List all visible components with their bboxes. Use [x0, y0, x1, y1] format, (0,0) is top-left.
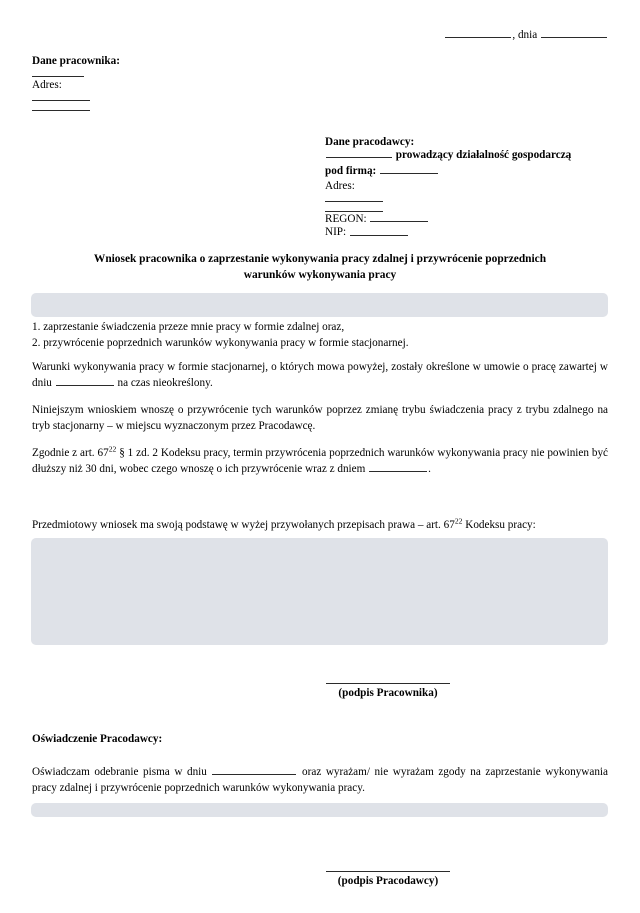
date-blank-field[interactable] — [541, 28, 607, 38]
employer-signature-line[interactable] — [326, 871, 450, 872]
employer-address-label: Adres: — [325, 180, 355, 193]
employer-data-heading: Dane pracodawcy: — [325, 136, 415, 148]
employer-regon-label: REGON: — [325, 213, 367, 226]
employer-nip-line — [325, 225, 613, 238]
employee-data-block — [32, 55, 272, 111]
employee-data-heading: Dane pracownika: — [32, 55, 120, 67]
employer-nip-blank[interactable] — [350, 225, 408, 235]
employer-statement-text-b: oraz wyrażam/ nie wyrażam zgody na zaprzestanie wykonywania pracy zdalnej i przywrócenie poprzednich warunków wykonywania pracy. — [32, 766, 609, 795]
article-superscript-term: 22 — [108, 444, 117, 454]
request-item-1: 1. zaprzestanie świadczenia przeze mnie pracy w formie zdalnej oraz, — [32, 321, 345, 333]
employee-name-blank[interactable] — [32, 76, 84, 77]
employer-firm-label: pod firmą: — [325, 164, 377, 177]
paragraph-legal-basis — [32, 518, 608, 534]
paragraph-legal-basis-text-a: Przedmiotowy wniosek ma swoją podstawę w wyżej przywołanych przepisach prawa – art. 67 — [32, 519, 455, 531]
article-superscript-basis: 22 — [454, 516, 463, 526]
employer-business-line — [325, 148, 613, 164]
contract-date-blank[interactable] — [56, 376, 114, 386]
paragraph-conditions — [32, 360, 608, 392]
employer-statement-text-a: Oświadczam odebranie pisma w dniu — [32, 766, 207, 779]
document-title — [40, 252, 600, 283]
employer-signature-label: (podpis Pracodawcy) — [337, 875, 439, 887]
employer-name-blank[interactable] — [326, 148, 392, 158]
document-title-line-1: Wniosek pracownika o zaprzestanie wykonywania pracy zdalnej i przywrócenie poprzednich — [93, 253, 547, 265]
date-separator-text: , dnia — [512, 29, 540, 42]
employer-firm-blank[interactable] — [380, 164, 438, 174]
request-item-2: 2. przywrócenie poprzednich warunków wykonywania pracy w formie stacjonarnej. — [32, 336, 409, 349]
request-intro-input-box[interactable] — [31, 293, 608, 317]
employee-address-blank-2[interactable] — [32, 110, 90, 111]
employer-regon-line — [325, 212, 613, 225]
paragraph-request: Niniejszym wnioskiem wnoszę o przywrócenie tych warunków poprzez zmianę trybu świadczenia pracy z trybu zdalnego na tryb stacjonarny – w miejscu wyznaczonym przez Pracodawcę. — [32, 404, 608, 432]
paragraph-legal-term-text-b: § 1 zd. 2 Kodeksu pracy, termin przywrócenia poprzednich warunków wykonywania pracy nie powinien być dłuższy niż 30 dni, wobec czego wnoszę o ich przywrócenie wraz z dniem — [32, 447, 609, 476]
employer-signature-block — [288, 871, 488, 887]
employer-statement-body — [32, 765, 608, 797]
paragraph-legal-term-text-c: . — [428, 463, 431, 476]
employer-firm-line — [325, 164, 613, 180]
place-blank-field[interactable] — [445, 28, 511, 38]
employee-signature-label: (podpis Pracownika) — [338, 687, 438, 699]
receipt-date-blank[interactable] — [212, 765, 296, 775]
legal-basis-input-box[interactable] — [31, 538, 608, 645]
date-line — [444, 28, 608, 41]
document-title-line-2: warunków wykonywania pracy — [243, 268, 397, 281]
restoration-date-blank[interactable] — [369, 462, 427, 472]
employee-signature-block — [288, 683, 488, 699]
paragraph-conditions-text-b: na czas nieokreślony. — [117, 377, 213, 390]
employee-address-label: Adres: — [32, 79, 62, 91]
employer-statement-input-box[interactable] — [31, 803, 608, 817]
employer-business-text: prowadzący działalność gospodarczą — [393, 149, 572, 162]
paragraph-legal-term-text-a: Zgodnie z art. 67 — [32, 447, 109, 459]
request-items-list — [32, 320, 608, 352]
paragraph-conditions-text-a: Warunki wykonywania pracy w formie stacjonarnej, o których mowa powyżej, zostały określone w umowie o pracę zawartej w dniu — [32, 361, 608, 390]
employee-signature-line[interactable] — [326, 683, 450, 684]
employer-regon-blank[interactable] — [370, 212, 428, 222]
employer-nip-label: NIP: — [325, 226, 347, 239]
employer-statement-heading: Oświadczenie Pracodawcy: — [32, 733, 163, 745]
employer-data-block — [325, 136, 613, 239]
paragraph-legal-basis-text-b: Kodeksu pracy: — [462, 519, 536, 531]
paragraph-legal-term — [32, 446, 608, 478]
